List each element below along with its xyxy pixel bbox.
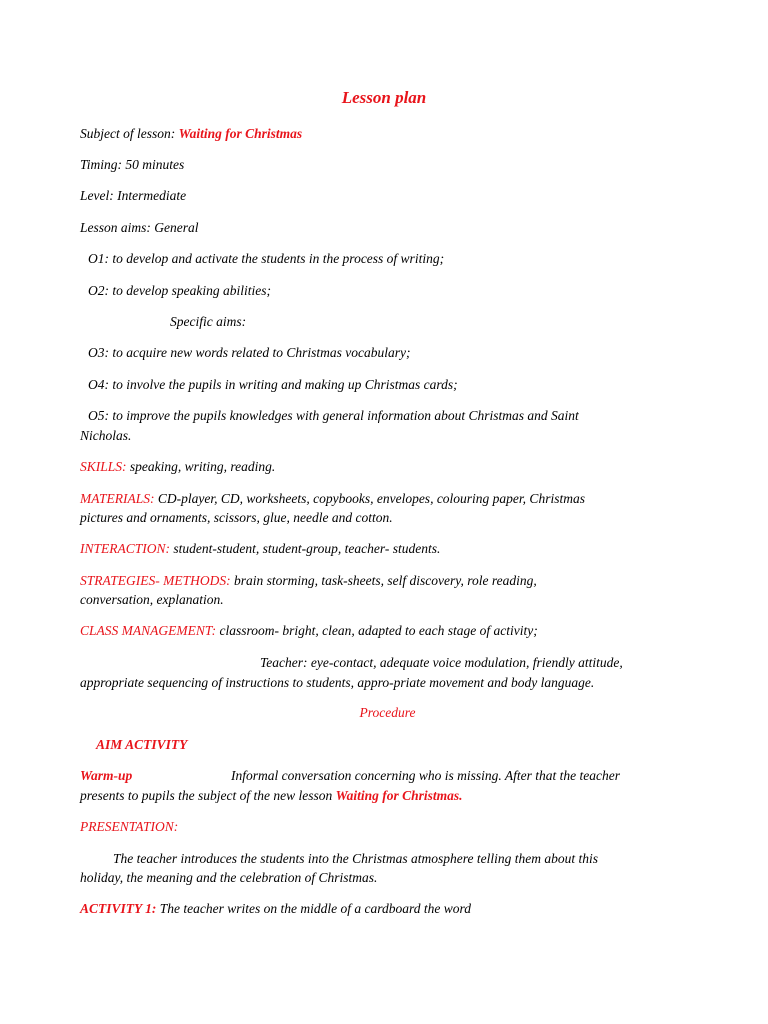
strategies-line1 [80, 571, 690, 591]
warmup-line1: Informal conversation concerning who is missing. After that the teacher [231, 768, 620, 783]
warmup-line2 [80, 786, 690, 806]
objective-o2: O2: to develop speaking abilities; [88, 283, 271, 298]
objective-o4: O4: to involve the pupils in writing and making up Christmas cards; [88, 377, 458, 392]
warmup-text-2: presents to pupils the subject of the new lesson [80, 788, 336, 803]
specific-aims-label: Specific aims: [170, 314, 247, 329]
interaction-label: INTERACTION: [80, 541, 171, 556]
materials-line1 [80, 489, 690, 509]
teacher-line2: appropriate sequencing of instructions to students, appro-priate movement and body language. [80, 675, 595, 690]
strategies-line2: conversation, explanation. [80, 592, 224, 607]
aim-activity-heading: AIM ACTIVITY [96, 737, 188, 752]
strategies-text-1: brain storming, task-sheets, self discovery, role reading, [230, 573, 537, 588]
interaction-text: student-student, student-group, teacher- students. [170, 541, 441, 556]
objective-o5-line1: O5: to improve the pupils knowledges with general information about Christmas and Saint [88, 408, 579, 423]
class-management-text: classroom- bright, clean, adapted to each stage of activity; [216, 623, 538, 638]
objective-o5-line2: Nicholas. [80, 428, 132, 443]
class-management-line [80, 621, 690, 641]
objective-o3: O3: to acquire new words related to Christmas vocabulary; [88, 345, 411, 360]
level-line: Level: Intermediate [80, 188, 187, 203]
subject-line [80, 124, 690, 144]
teacher-line1: Teacher: eye-contact, adequate voice modulation, friendly attitude, [260, 655, 623, 670]
warmup-label: Warm-up [80, 768, 133, 783]
activity1-label: ACTIVITY 1: [80, 901, 157, 916]
presentation-line1: The teacher introduces the students into the Christmas atmosphere telling them about this [113, 851, 598, 866]
strategies-label: STRATEGIES- METHODS: [80, 573, 231, 588]
page-title: Lesson plan [341, 88, 427, 107]
objective-o1: O1: to develop and activate the students in the process of writing; [88, 251, 445, 266]
presentation-line2: holiday, the meaning and the celebration of Christmas. [80, 870, 378, 885]
skills-label: SKILLS: [80, 459, 127, 474]
timing-line: Timing: 50 minutes [80, 157, 185, 172]
subject-value: Waiting for Christmas [178, 126, 303, 141]
activity1-line [80, 899, 690, 919]
skills-line [80, 457, 690, 477]
subject-label: Subject of lesson: [80, 126, 176, 141]
presentation-heading: PRESENTATION: [80, 819, 179, 834]
materials-label: MATERIALS: [80, 491, 155, 506]
skills-text: speaking, writing, reading. [126, 459, 276, 474]
interaction-line [80, 539, 690, 559]
activity1-text: The teacher writes on the middle of a cardboard the word [156, 901, 471, 916]
materials-line2: pictures and ornaments, scissors, glue, needle and cotton. [80, 510, 393, 525]
aims-general-line: Lesson aims: General [80, 220, 199, 235]
materials-text-1: CD-player, CD, worksheets, copybooks, envelopes, colouring paper, Christmas [154, 491, 585, 506]
warmup-lesson-title: Waiting for Christmas. [335, 788, 463, 803]
class-management-label: CLASS MANAGEMENT: [80, 623, 217, 638]
procedure-heading: Procedure [359, 705, 416, 720]
